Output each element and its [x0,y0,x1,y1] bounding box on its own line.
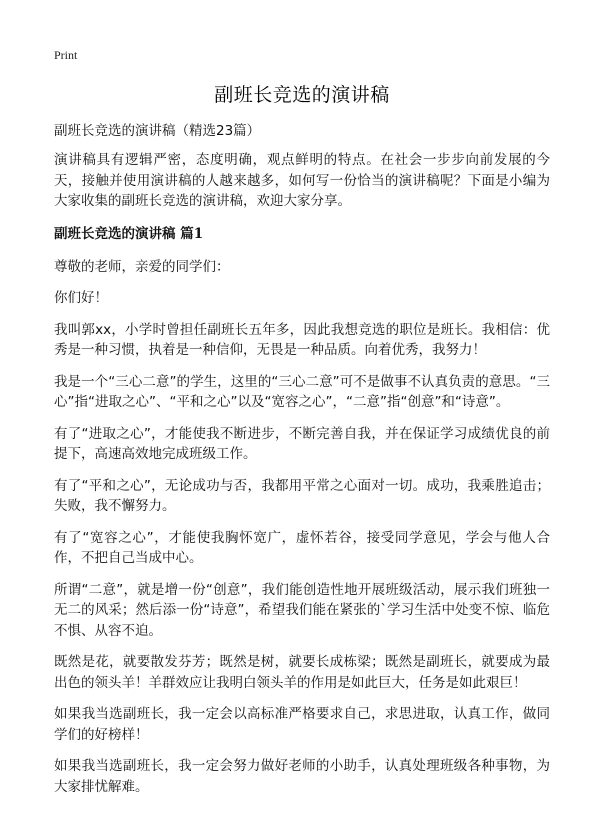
paragraph: 我叫郭xx，小学时曾担任副班长五年多，因此我想竞选的职位是班长。我相信：优秀是一种习惯，执着是一种信仰，无畏是一种品质。向着优秀，我努力！ [54,321,550,358]
paragraph: 如果我当选副班长，我一定会努力做好老师的小助手，认真处理班级各种事物，为大家排忧解难。 [54,758,550,795]
paragraph-hello: 你们好！ [54,290,108,306]
paragraph: 有了“宽容之心”，才能使我胸怀宽广，虚怀若谷，接受同学意见，学会与他人合作，不把自己当成中心。 [54,529,550,566]
paragraph-greeting: 尊敬的老师，亲爱的同学们： [54,258,230,275]
document-subtitle: 副班长竞选的演讲稿（精选23篇） [54,123,261,139]
paragraph: 既然是花，就要散发芬芳；既然是树，就要长成栋梁；既然是副班长，就要成为最出色的领头羊！羊群效应让我明白领头羊的作用是如此巨大，任务是如此艰巨！ [54,654,550,691]
document-body [54,120,550,808]
paragraph: 有了“平和之心”，无论成功与否，我都用平常之心面对一切。成功，我乘胜追击；失败，我不懈努力。 [54,477,550,514]
print-link[interactable]: Print [54,48,78,62]
section-heading: 副班长竞选的演讲稿 篇1 [54,225,204,242]
paragraph: 我是一个“三心二意”的学生，这里的“三心二意”可不是做事不认真负责的意思。“三心”指“进取之心”、“平和之心”以及“宽容之心”，“二意”指“创意”和“诗意”。 [54,373,550,410]
paragraph: 如果我当选副班长，我一定会以高标准严格要求自己，求思进取，认真工作，做同学们的好榜样！ [54,706,550,743]
page-title: 副班长竞选的演讲稿 [214,84,390,106]
intro-paragraph: 演讲稿具有逻辑严密，态度明确，观点鲜明的特点。在社会一步步向前发展的今天，接触并使用演讲稿的人越来越多，如何写一份恰当的演讲稿呢？下面是小编为大家收集的副班长竞选的演讲稿，欢迎大家分享。 [54,152,550,209]
paragraph: 所谓“二意”，就是增一份“创意”，我们能创造性地开展班级活动，展示我们班独一无二的风采；然后添一份“诗意”，希望我们能在紧张的`学习生活中处变不惊、临危不惧、从容不迫。 [54,581,550,639]
paragraph: 有了“进取之心”，才能使我不断进步，不断完善自我，并在保证学习成绩优良的前提下，高速高效地完成班级工作。 [54,425,550,462]
